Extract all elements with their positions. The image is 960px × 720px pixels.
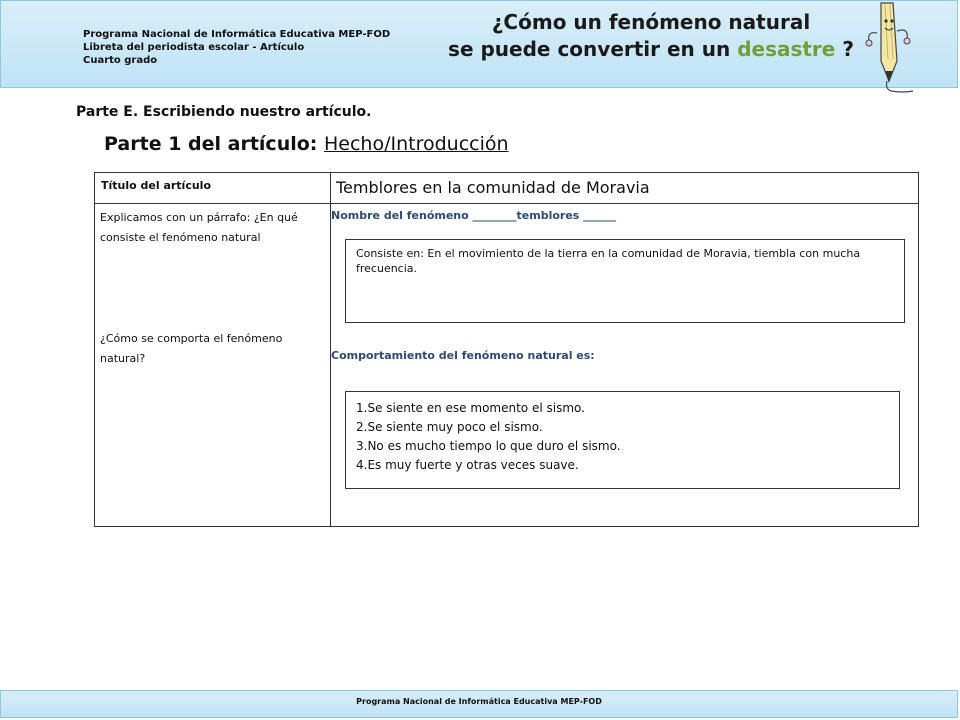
page-title — [411, 9, 891, 63]
title-line-2 — [411, 36, 891, 63]
notebook-name: Libreta del periodista escolar - Artículo — [83, 42, 305, 53]
title-line-1: ¿Cómo un fenómeno natural — [491, 10, 811, 34]
title-line-2-pre: se puede convertir en un — [448, 37, 738, 61]
section-heading: Parte E. Escribiendo nuestro artículo. — [76, 104, 372, 120]
header-info — [83, 28, 390, 67]
behavior-label: Comportamiento del fenómeno natural es: — [331, 349, 595, 362]
question-consists: Explicamos con un párrafo: ¿En qué consiste el fenómeno natural — [100, 211, 298, 244]
title-value: Temblores en la comunidad de Moravia — [336, 178, 650, 197]
part-title-underlined: Hecho/Introducción — [324, 133, 509, 155]
behavior-box — [345, 391, 900, 489]
program-name: Programa Nacional de Informática Educativa MEP-FOD — [83, 29, 391, 40]
article-table — [94, 172, 919, 527]
phenomenon-name: Nombre del fenómeno ________temblores ______ — [331, 209, 617, 222]
behavior-item: 1.Se siente en ese momento el sismo. — [356, 401, 585, 415]
grade-label: Cuarto grado — [83, 55, 158, 66]
behavior-item: 2.Se siente muy poco el sismo. — [356, 420, 543, 434]
title-label: Título del artículo — [101, 179, 212, 192]
consists-box: Consiste en: En el movimiento de la tierra en la comunidad de Moravia, tiembla con mucha frecuencia. — [345, 239, 905, 323]
part-title-lead: Parte 1 del artículo: — [104, 133, 324, 155]
title-line-2-post: ? — [835, 37, 854, 61]
question-behavior: ¿Cómo se comporta el fenómeno natural? — [100, 332, 283, 365]
behavior-item: 3.No es mucho tiempo lo que duro el sismo. — [356, 439, 621, 453]
behavior-item: 4.Es muy fuerte y otras veces suave. — [356, 458, 579, 472]
title-accent-word: desastre — [737, 37, 836, 61]
part-title — [104, 133, 509, 155]
footer-banner — [0, 690, 958, 718]
pencil-mascot-icon — [863, 1, 923, 96]
footer-text: Programa Nacional de Informática Educativa MEP-FOD — [356, 697, 602, 706]
header-banner — [0, 0, 958, 88]
